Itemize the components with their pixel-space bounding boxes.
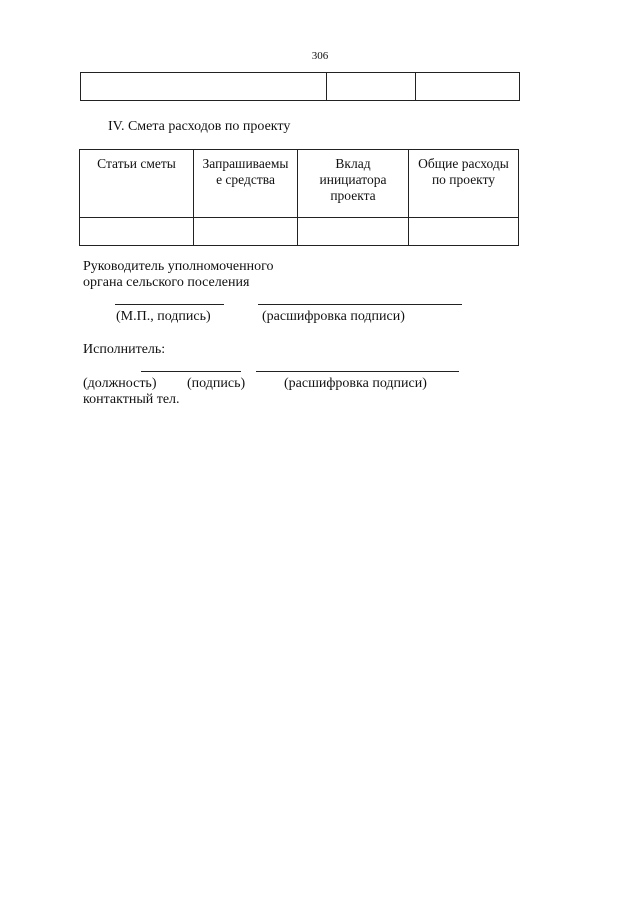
table-cell xyxy=(81,73,327,101)
executor-decoding-line xyxy=(256,371,459,372)
table-row xyxy=(80,218,519,246)
header-budget-items: Статьи сметы xyxy=(80,150,194,218)
table-cell xyxy=(80,218,194,246)
head-title-line2: органа сельского поселения xyxy=(83,275,250,290)
table-cell xyxy=(194,218,298,246)
header-total-expenses: Общие расходы по проекту xyxy=(409,150,519,218)
signature-line xyxy=(141,371,241,372)
contact-phone-label: контактный тел. xyxy=(83,392,180,407)
budget-table xyxy=(79,149,519,246)
table-header-row xyxy=(80,150,519,218)
table-cell xyxy=(409,218,519,246)
previous-table-continuation xyxy=(80,72,520,101)
page-number: 306 xyxy=(311,50,329,62)
stamp-signature-line xyxy=(115,304,224,305)
label-executor-decoding: (расшифровка подписи) xyxy=(284,376,427,391)
label-position: (должность) xyxy=(83,376,157,391)
signature-decoding-line xyxy=(258,304,462,305)
label-signature-decoding: (расшифровка подписи) xyxy=(262,309,405,324)
label-stamp-signature: (М.П., подпись) xyxy=(116,309,211,324)
table-cell xyxy=(327,73,416,101)
section-title: IV. Смета расходов по проекту xyxy=(108,119,291,134)
head-title-line1: Руководитель уполномоченного xyxy=(83,259,274,274)
executor-title: Исполнитель: xyxy=(83,342,166,357)
header-initiator-contribution: Вклад инициатора проекта xyxy=(298,150,409,218)
label-signature: (подпись) xyxy=(187,376,246,391)
table-cell xyxy=(298,218,409,246)
table-cell xyxy=(416,73,520,101)
header-requested-funds: Запрашиваемы е средства xyxy=(194,150,298,218)
